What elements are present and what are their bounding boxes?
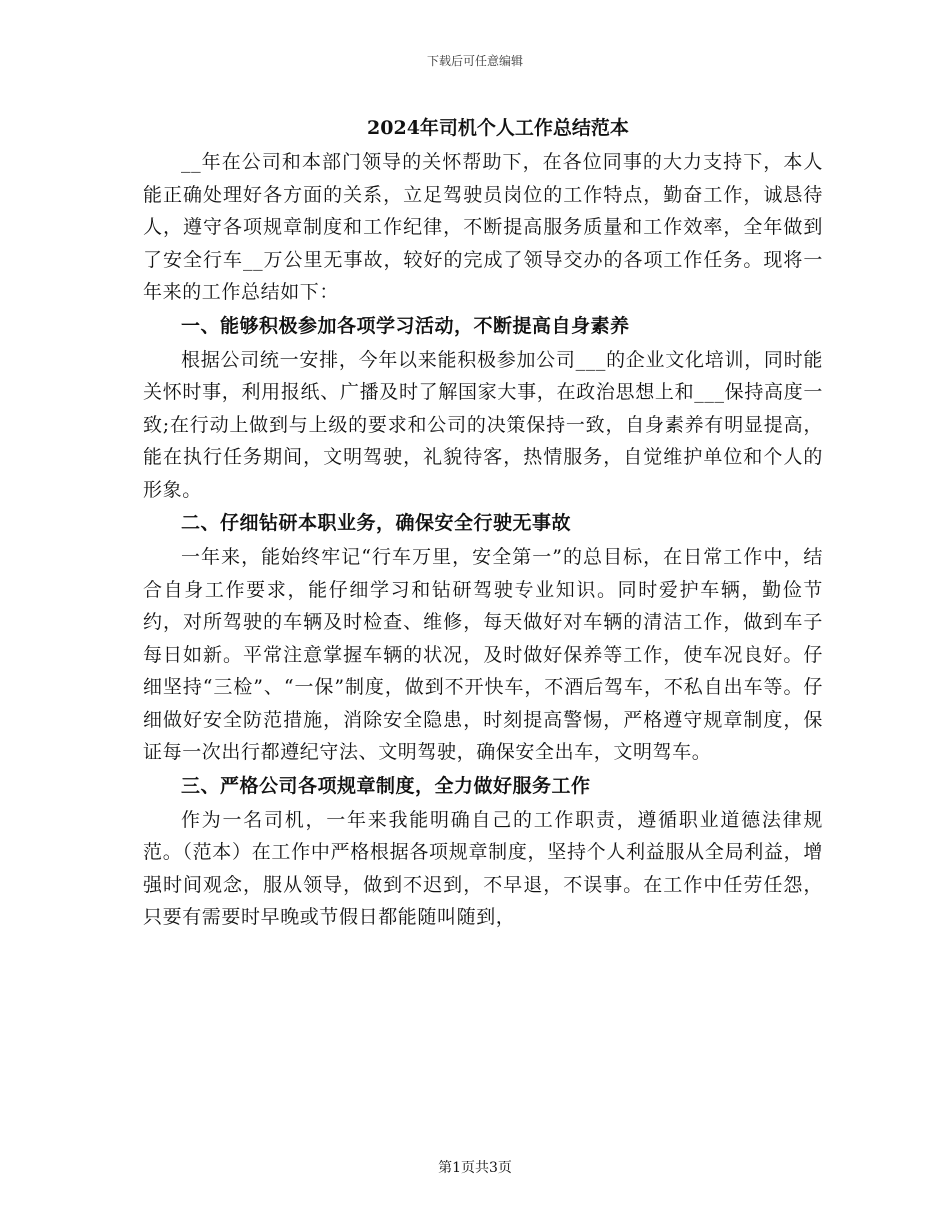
page-header-note: 下载后可任意编辑	[426, 54, 523, 68]
document-title: 2024年司机个人工作总结范本	[367, 117, 629, 139]
section-heading-3: 三、严格公司各项规章制度，全力做好服务工作	[181, 774, 591, 797]
section-body-1: 根据公司统一安排，今年以来能积极参加公司___的企业文化培训，同时能关怀时事，利用报纸、广播及时了解国家大事，在政治思想上和___保持高度一致;在行动上做到与上级的要求和公司的决策保持一致，自身素养有明显提高，能在执行任务期间，文明驾驶，礼貌待客，热情服务，自觉维护单位和个人的形象。	[143, 348, 823, 501]
document-body	[143, 110, 823, 934]
page-number: 第1页共3页	[438, 1160, 512, 1176]
section-heading-1: 一、能够积极参加各项学习活动，不断提高自身素养	[181, 314, 630, 337]
section-body-3: 作为一名司机，一年来我能明确自己的工作职责，遵循职业道德法律规范。（范本）在工作中严格根据各项规章制度，坚持个人利益服从全局利益，增强时间观念，服从领导，做到不迟到，不早退，不误事。在工作中任劳任怨，只要有需要时早晚或节假日都能随叫随到，	[143, 808, 823, 928]
intro-paragraph: __年在公司和本部门领导的关怀帮助下，在各位同事的大力支持下，本人能正确处理好各方面的关系，立足驾驶员岗位的工作特点，勤奋工作，诚恳待人，遵守各项规章制度和工作纪律，不断提高服务质量和工作效率，全年做到了安全行车__万公里无事故，较好的完成了领导交办的各项工作任务。现将一年来的工作总结如下：	[143, 151, 823, 303]
section-heading-2: 二、仔细钻研本职业务，确保安全行驶无事故	[181, 512, 572, 534]
section-body-2: 一年来，能始终牢记“行车万里，安全第一”的总目标，在日常工作中，结合自身工作要求，能仔细学习和钻研驾驶专业知识。同时爱护车辆，勤俭节约，对所驾驶的车辆及时检查、维修，每天做好对车辆的清洁工作，做到车子每日如新。平常注意掌握车辆的状况，及时做好保养等工作，使车况良好。仔细坚持“三检”、“一保”制度，做到不开快车，不酒后驾车，不私自出车等。仔细做好安全防范措施，消除安全隐患，时刻提高警惕，严格遵守规章制度，保证每一次出行都遵纪守法、文明驾驶，确保安全出车，文明驾车。	[143, 546, 823, 763]
